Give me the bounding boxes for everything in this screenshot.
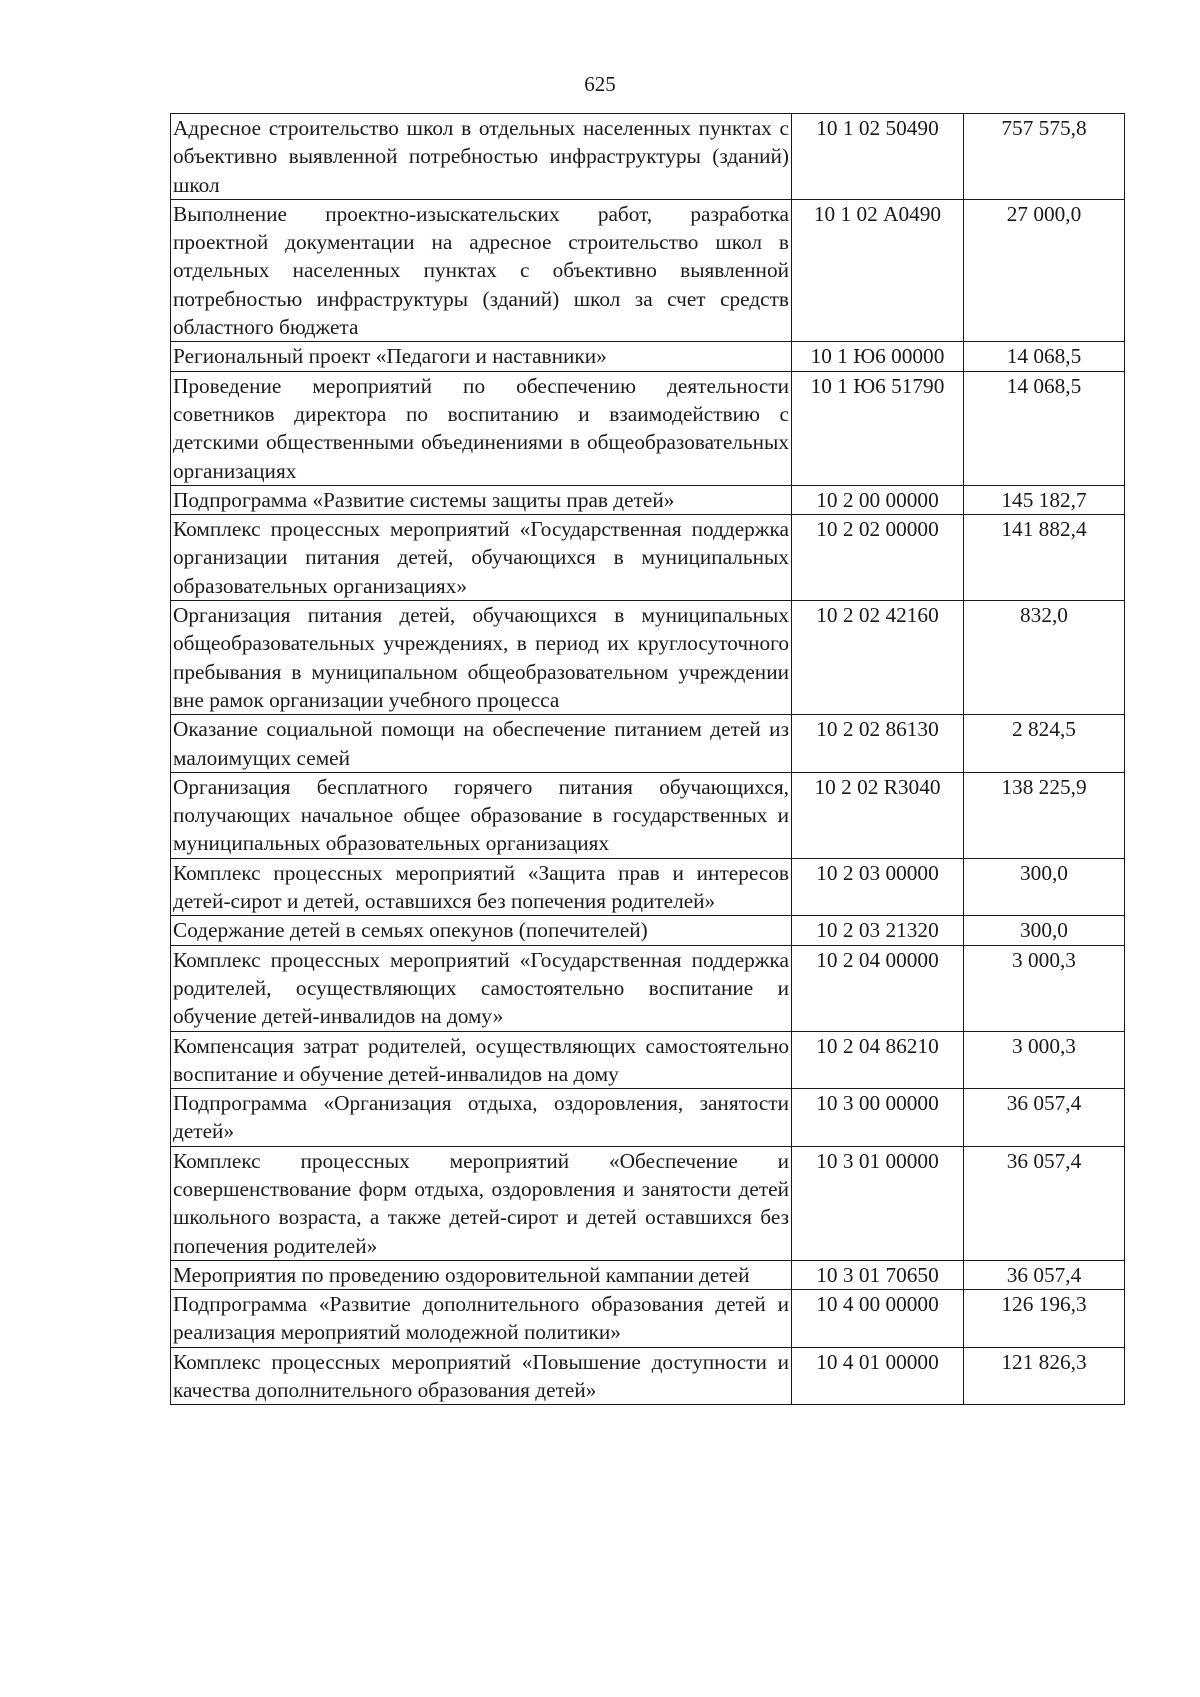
row-code: 10 2 03 21320 [792,916,964,945]
row-amount: 126 196,3 [964,1290,1125,1348]
row-name: Адресное строительство школ в отдельных населенных пунктах с объективно выявленной потребностью инфраструктуры (зданий) школ [171,114,792,200]
budget-table [170,113,1125,1405]
row-name: Комплекс процессных мероприятий «Государственная поддержка родителей, осуществляющих самостоятельно воспитание и обучение детей-инвалидов на дому» [171,945,792,1031]
row-name: Подпрограмма «Развитие системы защиты прав детей» [171,485,792,514]
budget-table-body [171,114,1125,1405]
table-row [171,515,1125,601]
row-name: Подпрограмма «Организация отдыха, оздоровления, занятости детей» [171,1089,792,1147]
table-row [171,1146,1125,1260]
row-amount: 14 068,5 [964,342,1125,371]
row-code: 10 2 04 86210 [792,1031,964,1089]
row-amount: 3 000,3 [964,945,1125,1031]
page-number: 625 [584,72,616,96]
table-row [171,371,1125,485]
row-code: 10 1 Ю6 00000 [792,342,964,371]
row-code: 10 2 02 00000 [792,515,964,601]
row-amount: 300,0 [964,916,1125,945]
table-row [171,945,1125,1031]
row-code: 10 1 02 50490 [792,114,964,200]
row-amount: 121 826,3 [964,1347,1125,1405]
table-row [171,199,1125,341]
row-name: Комплекс процессных мероприятий «Государственная поддержка организации питания детей, обучающихся в муниципальных образовательных организациях» [171,515,792,601]
table-row [171,601,1125,715]
table-row [171,342,1125,371]
row-amount: 36 057,4 [964,1089,1125,1147]
row-amount: 138 225,9 [964,772,1125,858]
row-code: 10 2 03 00000 [792,858,964,916]
row-amount: 2 824,5 [964,715,1125,773]
row-code: 10 3 01 00000 [792,1146,964,1260]
row-amount: 27 000,0 [964,199,1125,341]
row-name: Компенсация затрат родителей, осуществляющих самостоятельно воспитание и обучение детей-инвалидов на дому [171,1031,792,1089]
table-row [171,1260,1125,1289]
row-amount: 300,0 [964,858,1125,916]
row-name: Комплекс процессных мероприятий «Защита прав и интересов детей-сирот и детей, оставшихся без попечения родителей» [171,858,792,916]
row-code: 10 4 00 00000 [792,1290,964,1348]
table-row [171,916,1125,945]
row-code: 10 4 01 00000 [792,1347,964,1405]
row-name: Выполнение проектно-изыскательских работ, разработка проектной документации на адресное строительство школ в отдельных населенных пунктах с объективно выявленной потребностью инфраструктуры (зданий) школ за счет средств областного бюджета [171,199,792,341]
table-row [171,858,1125,916]
row-amount: 36 057,4 [964,1146,1125,1260]
row-name: Оказание социальной помощи на обеспечение питанием детей из малоимущих семей [171,715,792,773]
table-row [171,715,1125,773]
row-name: Региональный проект «Педагоги и наставники» [171,342,792,371]
table-row [171,485,1125,514]
row-code: 10 3 01 70650 [792,1260,964,1289]
table-row [171,1347,1125,1405]
row-name: Проведение мероприятий по обеспечению деятельности советников директора по воспитанию и взаимодействию с детскими общественными объединениями в общеобразовательных организациях [171,371,792,485]
row-code: 10 3 00 00000 [792,1089,964,1147]
table-row [171,1290,1125,1348]
row-name: Содержание детей в семьях опекунов (попечителей) [171,916,792,945]
row-amount: 141 882,4 [964,515,1125,601]
row-code: 10 1 Ю6 51790 [792,371,964,485]
row-name: Комплекс процессных мероприятий «Обеспечение и совершенствование форм отдыха, оздоровления и занятости детей школьного возраста, а также детей-сирот и детей оставшихся без попечения родителей» [171,1146,792,1260]
table-row [171,772,1125,858]
row-name: Мероприятия по проведению оздоровительной кампании детей [171,1260,792,1289]
row-name: Комплекс процессных мероприятий «Повышение доступности и качества дополнительного образования детей» [171,1347,792,1405]
row-amount: 832,0 [964,601,1125,715]
row-name: Организация питания детей, обучающихся в муниципальных общеобразовательных учреждениях, в период их круглосуточного пребывания в муниципальном общеобразовательном учреждении вне рамок организации учебного процесса [171,601,792,715]
row-code: 10 2 02 86130 [792,715,964,773]
table-row [171,114,1125,200]
row-code: 10 1 02 А0490 [792,199,964,341]
row-code: 10 2 02 42160 [792,601,964,715]
row-amount: 757 575,8 [964,114,1125,200]
table-row [171,1031,1125,1089]
row-name: Организация бесплатного горячего питания обучающихся, получающих начальное общее образование в государственных и муниципальных образовательных организациях [171,772,792,858]
row-code: 10 2 00 00000 [792,485,964,514]
table-row [171,1089,1125,1147]
row-code: 10 2 02 R3040 [792,772,964,858]
row-amount: 14 068,5 [964,371,1125,485]
row-amount: 3 000,3 [964,1031,1125,1089]
row-code: 10 2 04 00000 [792,945,964,1031]
row-name: Подпрограмма «Развитие дополнительного образования детей и реализация мероприятий молодежной политики» [171,1290,792,1348]
row-amount: 36 057,4 [964,1260,1125,1289]
row-amount: 145 182,7 [964,485,1125,514]
